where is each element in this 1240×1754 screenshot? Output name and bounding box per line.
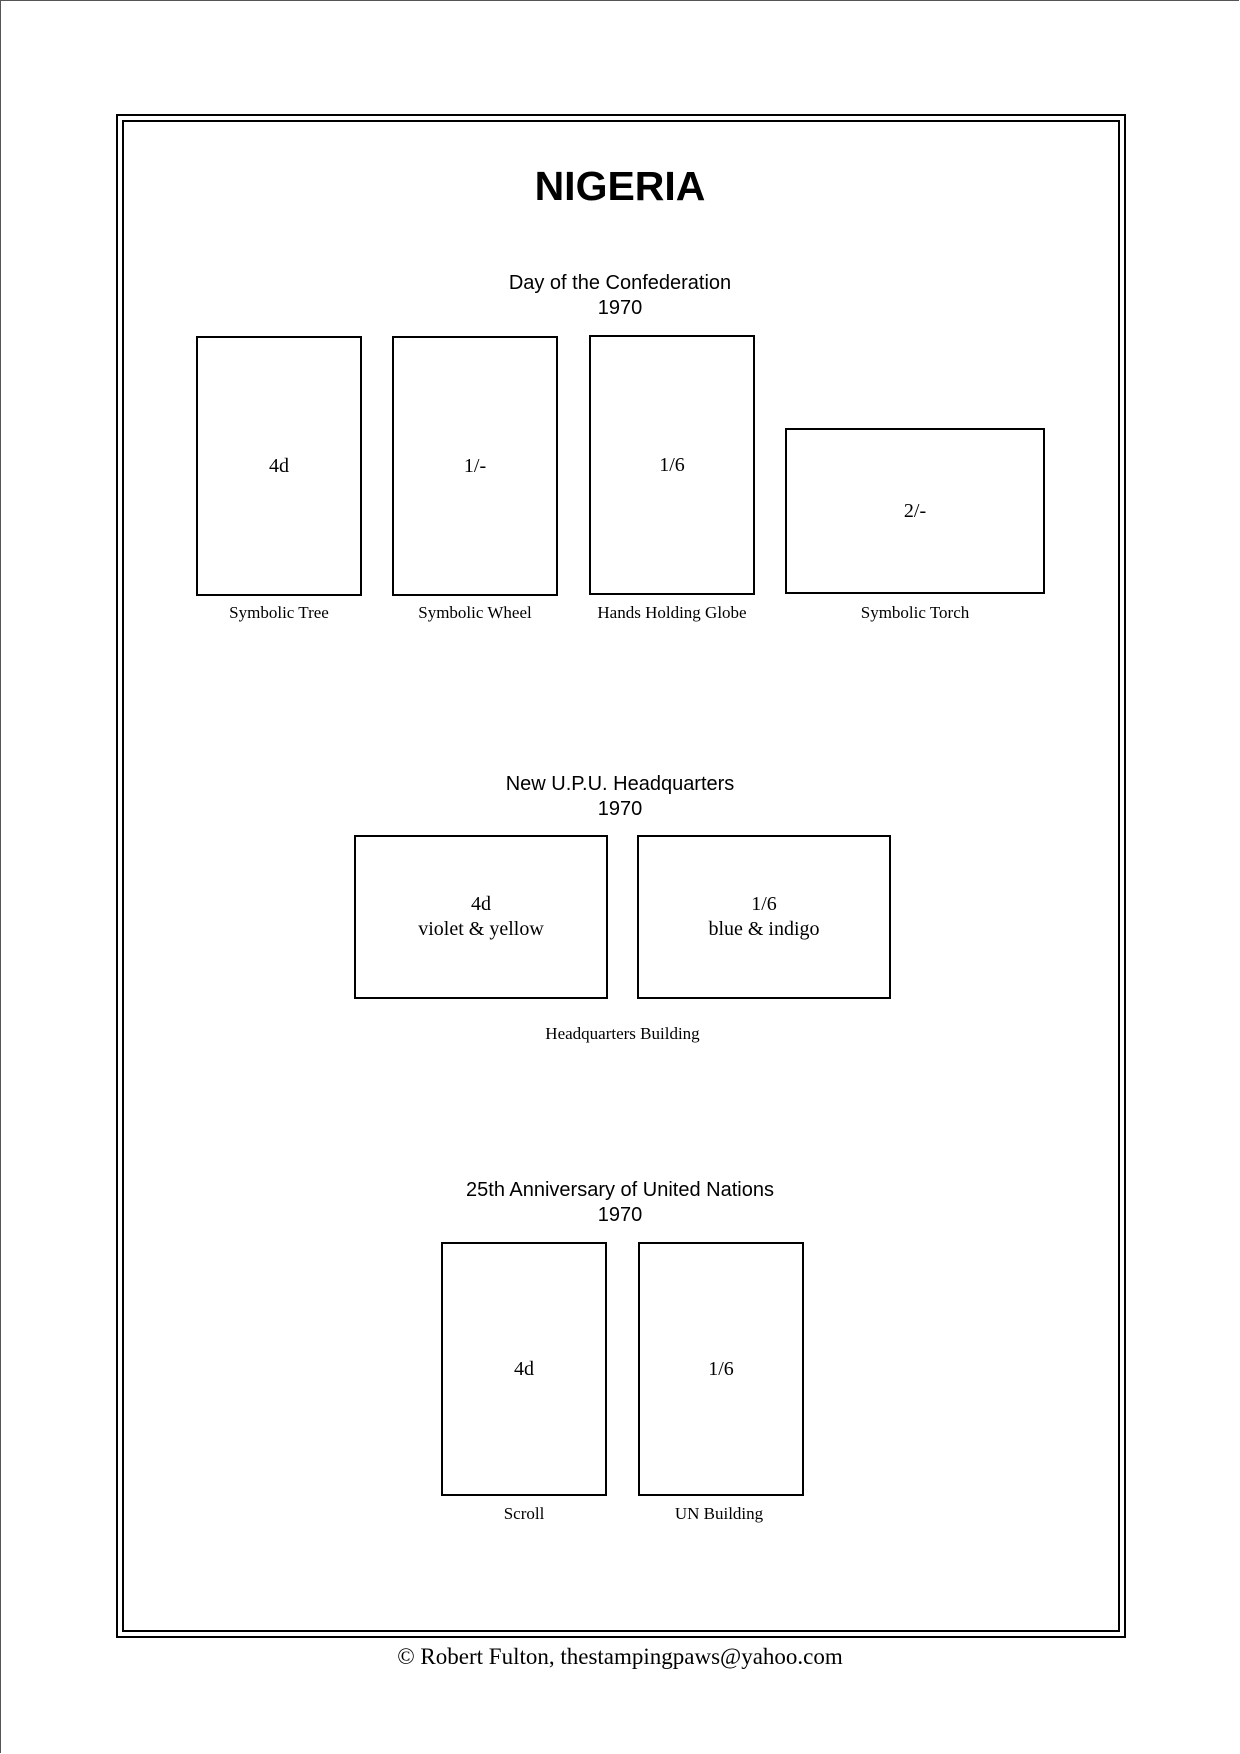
stamp-slot-4d-tree — [196, 336, 362, 596]
set-caption: Headquarters Building — [545, 1024, 700, 1043]
stamp-slot-4d-upu — [354, 835, 608, 999]
stamp-slot-1s6d-upu — [637, 835, 891, 999]
stamp-caption: Symbolic Torch — [860, 603, 970, 622]
set-title-un — [0, 1178, 1240, 1228]
set-name: New U.P.U. Headquarters — [505, 773, 735, 795]
stamp-value: 4d — [514, 1357, 534, 1380]
stamp-slot-4d-scroll — [441, 1242, 607, 1496]
page-title: NIGERIA — [534, 163, 706, 209]
stamp-color: violet & yellow — [418, 918, 544, 940]
set-year: 1970 — [597, 297, 643, 319]
stamp-slot-1s6d-un-building — [638, 1242, 804, 1496]
set-title-confederation — [0, 271, 1240, 321]
stamp-caption: Symbolic Tree — [229, 603, 329, 622]
stamp-caption: Scroll — [503, 1504, 545, 1523]
stamp-value: 4d — [269, 454, 289, 477]
set-year: 1970 — [597, 798, 643, 820]
stamp-slot-1s-wheel — [392, 336, 558, 596]
set-name: Day of the Confederation — [508, 272, 732, 294]
stamp-slot-1s6d-globe — [589, 335, 755, 595]
stamp-value: 1/- — [463, 454, 487, 477]
set-year: 1970 — [597, 1204, 643, 1226]
stamp-caption: Hands Holding Globe — [597, 603, 747, 622]
stamp-color: blue & indigo — [708, 918, 820, 940]
stamp-caption: Symbolic Wheel — [418, 603, 532, 622]
stamp-value: 4d — [471, 893, 491, 915]
set-name: 25th Anniversary of United Nations — [466, 1179, 774, 1201]
stamp-value: 1/6 — [708, 1357, 734, 1380]
stamp-value: 1/6 — [659, 453, 685, 476]
stamp-caption: UN Building — [674, 1504, 764, 1523]
stamp-slot-2s-torch — [785, 428, 1045, 594]
stamp-value: 1/6 — [751, 893, 777, 915]
copyright-footer: © Robert Fulton, thestampingpaws@yahoo.com — [397, 1644, 843, 1669]
stamp-value: 2/- — [903, 499, 927, 522]
set-title-upu — [0, 772, 1240, 822]
